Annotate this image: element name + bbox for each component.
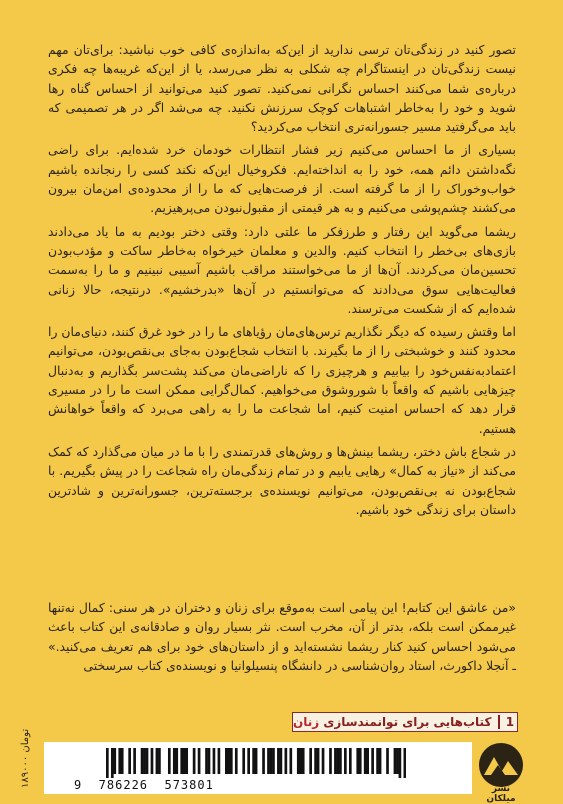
barcode-bar [396,748,399,774]
barcode-bar [270,748,273,774]
barcode-bar [366,748,369,774]
barcode-bar [255,748,258,774]
series-label [292,712,518,732]
barcode-bar [272,748,275,774]
barcode-bar [227,748,230,774]
barcode-bar [168,748,171,774]
barcode-bar [151,748,154,774]
barcode-bar [334,748,337,774]
barcode-bar [371,748,374,774]
barcode-bar [183,748,186,774]
back-cover-body [48,40,516,523]
barcode-bar [359,748,362,774]
barcode-bar [230,748,233,774]
barcode-bar [262,748,265,774]
barcode-bar [317,748,320,774]
barcode-bar [121,748,124,774]
barcode-bar [302,748,305,774]
series-divider [498,715,499,729]
barcode-bar [205,748,208,774]
barcode-bar [225,748,228,774]
barcode-bar [337,748,340,774]
barcode-bar [404,748,406,778]
barcode-bar [364,748,367,774]
barcode-bar [128,748,131,774]
barcode-bar [173,748,176,774]
barcode-bar [394,748,397,774]
paragraph-3: ریشما می‌گوید این رفتار و طرزفکر ما علتی دارد: وقتی دختر بودیم به ما یاد می‌دادند بازی‌های بی‌خطر را انتخاب کنیم. والدین و معلمان خیرخواه به‌خاطر ساکت و مؤدب‌بودن تحسین‌مان می‌کردند. آن‌ها از ما می‌خواستند مراقب باشیم آسیبی نبینیم و ما را به‌سمت فعالیت‌هایی سوق می‌دادند که می‌توانستیم در آن‌ها «بدرخشیم». درنتیجه، حالا زنانی شده‌ایم که از شکست می‌ترسند. [48,223,516,316]
barcode-bar [235,748,238,774]
barcode-bar [356,748,359,774]
barcode-bar [329,748,332,774]
price-label: ۱۸۹۰۰۰ تومان [20,728,31,788]
barcode-bar [379,748,382,774]
paragraph-4: اما وقتش رسیده که دیگر نگذاریم ترس‌های‌مان رؤیاهای ما را در خود غرق کنند، دنیای‌مان را محدود کنند و خوشبختی را از ما بگیرند. با انتخاب شجاع‌بودن به‌جای بی‌نقص‌بودن، می‌توانیم اعتمادبه‌نفس‌خود را بیابیم و هرچیزی را که ناراضی‌مان می‌کند پشت‌سر بگذاریم و به‌دنبال چیزهایی باشیم که واقعاً با شوروشوق می‌خواهیم. کمال‌گرایی ممکن است ما را در مسیری قرار دهد که احساس امنیت کنیم، اما شجاعت ما را به راهی می‌برد که واقعاً خواهانش هستیم. [48,324,516,436]
barcode-bar [349,748,352,774]
barcode-bar [280,748,283,774]
barcode-bar [193,748,196,774]
barcode-bar [198,748,201,774]
barcode-bar [156,748,159,774]
barcode-bar [297,748,300,774]
paragraph-1: تصور کنید در زندگی‌تان ترسی ندارید از این‌که به‌اندازه‌ی کافی خوب نباشید: برای‌تان مهم نیست زندگی‌تان در اینستاگرام چه شکلی به نظر می‌رسد، یا از این‌که غریبه‌ها چه فکری درباره‌ی شما می‌کنند احساس نگرانی نمی‌کنید. تصور کنید می‌توانید از احساس گناه رها شوید و خود را به‌خاطر اشتباهات کوچک سرزنش نکنید. چه می‌شد اگر در هر تصمیمی که باید می‌گرفتید مسیر جسورانه‌تری انتخاب می‌کردید؟ [48,42,516,135]
barcode-bar [118,748,121,774]
barcode-bar [344,748,347,774]
paragraph-5: در شجاع باش دختر، ریشما بینش‌ها و روش‌های قدرتمندی را با ما در میان می‌گذارد که کمک می‌کند از «نیاز به کمال» رهایی یابیم و در تمام زندگی‌مان راه شجاعت را در پیش بگیریم. با شجاع‌بودن نه بی‌نقص‌بودن، می‌توانیم نویسنده‌ی برجسته‌ترین، جسورانه‌ترین و شادترین داستان برای زندگی خود باشیم. [48,443,516,517]
barcode-bar [146,748,149,774]
barcode-bar [267,748,270,774]
paragraph-2: بسیاری از ما احساس می‌کنیم زیر فشار انتظارات خودمان خرد شده‌ایم. برای راضی نگه‌داشتن دائم همه، خود را به انداخته‌ایم. فکروخیال این‌که نکند کسی را رنجانده باشیم خواب‌وخوراک را از ما گرفته است. از فرصت‌هایی که ما را از محدوده‌ی امن‌مان بیرون می‌کشند چشم‌پوشی می‌کنیم و به هر قیمتی از مقبول‌نبودن می‌پرهیزیم. [48,142,516,216]
barcode-bar [141,748,144,774]
barcode-bar [299,748,302,774]
barcode-bar [133,748,136,774]
barcode-bar [213,748,216,774]
barcode-bar [339,748,342,774]
barcode-bar [111,748,114,778]
barcode-bar [180,748,183,774]
barcode-bar [252,748,255,774]
barcode-bar [106,748,109,778]
endorsement-quote: «من عاشق این کتابم! این پیامی است به‌موقع برای زنان و دختران در هر سنی: کمال نه‌تنها غیرممکن است بلکه، بدتر از آن، مخرب است. نثر بسیار روان و صادقانه‌ی این کتاب باعث می‌شود احساس کنید کنار ریشما نشسته‌اید و از داستان‌های خود برای هم تعریف می‌کنید.» ـ آنجلا داکورث، استاد روان‌شناسی در دانشگاه پنسیلوانیا و نویسنده‌ی کتاب سرسختی [48,600,516,673]
barcode-bar [314,748,317,774]
barcode-bar [285,748,288,774]
barcode-bar [175,748,178,774]
barcode-bar [242,748,245,774]
barcode-bar [277,748,280,774]
barcode-bar [386,748,389,774]
barcode-bar [218,748,221,774]
series-title-accent: زنان [293,715,320,729]
series-title [293,715,495,729]
barcode-bar [399,748,402,778]
barcode-bar [309,748,312,774]
barcode-bar [185,748,188,774]
barcode-bar [376,748,379,774]
publisher-name: نشر میلکان [486,784,516,804]
barcode-bars [106,748,406,778]
barcode-digits: 9 786226 573801 [74,778,214,792]
barcode-bar [158,748,161,774]
barcode-bar [247,748,250,774]
barcode-bar [322,748,325,774]
barcode-bar [289,748,292,774]
series-number: 1 [505,715,515,729]
barcode-bar [143,748,146,774]
barcode [44,742,472,794]
barcode-bar [113,748,116,774]
series-title-prefix: کتاب‌هایی برای توانمندسازی [319,715,492,729]
barcode-bar [208,748,211,774]
